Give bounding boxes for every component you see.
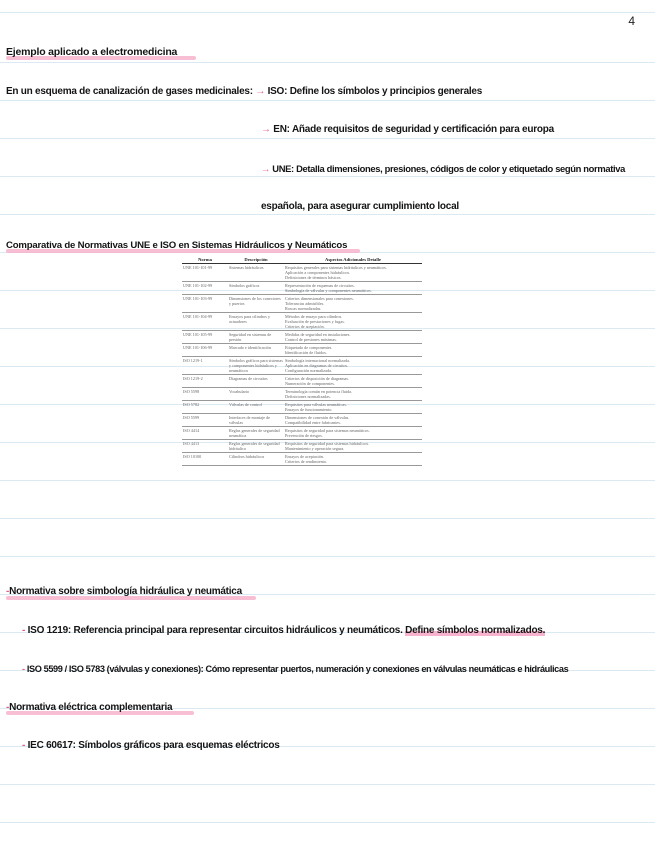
cell-norma: ISO 4414 <box>182 427 228 440</box>
arrow-icon: → <box>255 86 266 97</box>
cell-aspectos <box>284 427 422 440</box>
aspect-line: Simbología internacional normalizada. <box>285 358 351 363</box>
iso5599-text: Cómo representar puertos, numeración y conexiones en válvulas neumáticas e hidráulicas <box>205 664 569 674</box>
table-row <box>182 388 422 401</box>
section4-title: -Normativa eléctrica complementaria <box>6 702 173 713</box>
intro-label: En un esquema de canalización de gases medicinales: <box>6 86 253 97</box>
aspect-line: Definiciones normalizadas. <box>285 394 331 399</box>
item-en-tag: EN: <box>273 124 290 135</box>
sec3-item-iso1219: - ISO 1219: Referencia principal para representar circuitos hidráulicos y neumáticos. Define símbolos normalizados. <box>22 625 546 636</box>
cell-aspectos <box>284 414 422 427</box>
iso1219-text: Referencia principal para representar circuitos hidráulicos y neumáticos. <box>73 625 403 636</box>
cell-aspectos <box>284 282 422 295</box>
col-norma: Norma <box>182 256 228 264</box>
item-en <box>261 124 554 135</box>
aspect-line: Dimensiones de conexión de válvulas. <box>285 415 350 420</box>
aspect-line: Criterios dimensionales para conexiones. <box>285 296 354 301</box>
cell-aspectos <box>284 344 422 357</box>
aspect-line: Requisitos para válvulas neumáticas. <box>285 402 347 407</box>
section3-title-text: Normativa sobre simbología hidráulica y neumática <box>9 586 242 597</box>
cell-descripcion: Sistemas hidráulicos <box>228 264 284 282</box>
cell-aspectos <box>284 331 422 344</box>
cell-descripcion: Reglas generales de seguridad neumática <box>228 427 284 440</box>
iec60617-text: Símbolos gráficos para esquemas eléctricos <box>78 740 280 751</box>
cell-descripcion: Seguridad en sistemas de presión <box>228 331 284 344</box>
aspect-line: Métodos de ensayo para cilindros. <box>285 314 343 319</box>
table-row <box>182 295 422 313</box>
cell-norma: UNE 101-102-99 <box>182 282 228 295</box>
aspect-line: Tolerancias admisibles. <box>285 301 325 306</box>
table-row <box>182 344 422 357</box>
item-une-text: Detalla dimensiones, presiones, códigos de color y etiquetado según normativa <box>296 163 625 174</box>
cell-aspectos <box>284 295 422 313</box>
aspect-line: Definiciones de términos básicos. <box>285 275 342 280</box>
intro-text <box>6 86 482 97</box>
aspect-line: Requisitos de seguridad para sistemas neumáticos. <box>285 428 370 433</box>
iso1219-highlight: Define símbolos normalizados. <box>405 625 546 636</box>
cell-descripcion: Cilindros hidráulicos <box>228 453 284 466</box>
cell-norma: ISO 5599 <box>182 414 228 427</box>
aspect-line: Configuración normalizada. <box>285 368 332 373</box>
aspect-line: Mantenimiento y operación segura. <box>285 446 345 451</box>
col-descripcion: Descripción <box>228 256 284 264</box>
aspect-line: Control de presiones máximas. <box>285 337 337 342</box>
iso5599-lead: ISO 5599 / ISO 5783 (válvulas y conexiones): <box>26 664 204 674</box>
cell-aspectos <box>284 388 422 401</box>
cell-norma: UNE 101-104-99 <box>182 313 228 331</box>
table-row <box>182 331 422 344</box>
item-iso-text: Define los símbolos y principios generales <box>289 86 483 97</box>
item-une-continuation: española, para asegurar cumplimiento local <box>261 201 459 212</box>
section3-title: -Normativa sobre simbología hidráulica y neumática <box>6 586 242 597</box>
sec4-item-iec60617: - IEC 60617: Símbolos gráficos para esquemas eléctricos <box>22 740 280 751</box>
aspect-line: Compatibilidad entre fabricantes. <box>285 420 341 425</box>
cell-descripcion: Dimensiones de los conectores y puertos <box>228 295 284 313</box>
aspect-line: Ensayos de aceptación. <box>285 454 324 459</box>
aspect-line: Criterios de disposición de diagramas. <box>285 376 350 381</box>
aspect-line: Criterios de aceptación. <box>285 324 325 329</box>
heading-comparativa: Comparativa de Normativas UNE e ISO en Sistemas Hidráulicos y Neumáticos <box>6 240 348 251</box>
cell-aspectos <box>284 313 422 331</box>
table-row <box>182 313 422 331</box>
comparison-table <box>182 256 422 466</box>
section4-title-text: Normativa eléctrica complementaria <box>9 702 173 713</box>
cell-norma: ISO 10100 <box>182 453 228 466</box>
aspect-line: Simbología de válvulas y componentes neumáticos. <box>285 288 372 293</box>
table-row <box>182 427 422 440</box>
cell-descripcion: Marcado e identificación <box>228 344 284 357</box>
aspect-line: Etiquetado de componentes. <box>285 345 333 350</box>
table-row <box>182 453 422 466</box>
aspect-line: Ensayos de funcionamiento. <box>285 407 333 412</box>
cell-aspectos <box>284 375 422 388</box>
aspect-line: Identificación de fluidos. <box>285 350 327 355</box>
item-iso-tag: ISO: <box>267 86 288 97</box>
cell-norma: UNE 101-105-99 <box>182 331 228 344</box>
arrow-icon: → <box>261 124 271 135</box>
aspect-line: Aplicación a componentes hidráulicos. <box>285 270 351 275</box>
aspect-line: Aplicación en diagramas de circuitos. <box>285 363 349 368</box>
aspect-line: Medidas de seguridad en instalaciones. <box>285 332 351 337</box>
cell-aspectos <box>284 264 422 282</box>
cell-norma: ISO 5598 <box>182 388 228 401</box>
sec3-item-iso5599: - ISO 5599 / ISO 5783 (válvulas y conexiones): Cómo representar puertos, numeración y conexiones en válvulas neumáticas e hidráulicas <box>22 664 569 674</box>
page-number: 4 <box>628 14 635 28</box>
iso1219-lead: ISO 1219: <box>27 625 71 636</box>
cell-descripcion: Vocabulario <box>228 388 284 401</box>
aspect-line: Roscas normalizadas. <box>285 306 322 311</box>
cell-aspectos <box>284 401 422 414</box>
heading-electromedicina: Ejemplo aplicado a electromedicina <box>6 46 178 58</box>
cell-descripcion: Símbolos gráficos para sistemas y componentes hidráulicos y neumáticos <box>229 358 283 373</box>
table-row <box>182 282 422 295</box>
cell-norma: ISO 1219-1 <box>182 357 228 375</box>
cell-norma: UNE 101-101-99 <box>182 264 228 282</box>
table-row <box>182 264 422 282</box>
cell-descripcion: Válvulas de control <box>228 401 284 414</box>
table-row <box>182 401 422 414</box>
cell-descripcion: Símbolos gráficos <box>228 282 284 295</box>
aspect-line: Evaluación de prestaciones y fugas. <box>285 319 345 324</box>
cell-descripcion: Diagramas de circuitos <box>228 375 284 388</box>
table-row <box>182 375 422 388</box>
aspect-line: Criterios de rendimiento. <box>285 459 327 464</box>
cell-descripcion: Ensayos para cilindros y actuadores <box>228 313 284 331</box>
cell-norma: ISO 4413 <box>182 440 228 453</box>
aspect-line: Terminología común en potencia fluida. <box>285 389 353 394</box>
aspect-line: Representación de esquemas de circuitos. <box>285 283 355 288</box>
aspect-line: Numeración de componentes. <box>285 381 335 386</box>
cell-aspectos <box>284 440 422 453</box>
cell-descripcion: Interfaces de montaje de válvulas <box>228 414 284 427</box>
table-row <box>182 357 422 375</box>
cell-norma: ISO 5782 <box>182 401 228 414</box>
table-row <box>182 440 422 453</box>
cell-norma: ISO 1219-2 <box>182 375 228 388</box>
aspect-line: Requisitos de seguridad para sistemas hidráulicos. <box>285 441 370 446</box>
iec60617-lead: IEC 60617: <box>27 740 76 751</box>
cell-aspectos <box>284 357 422 375</box>
aspect-line: Requisitos generales para sistemas hidráulicos y neumáticos. <box>285 265 387 270</box>
table-row <box>182 414 422 427</box>
cell-norma: UNE 101-103-99 <box>182 295 228 313</box>
cell-descripcion: Reglas generales de seguridad hidráulica <box>228 440 284 453</box>
col-aspectos: Aspectos Adicionales Detalle <box>284 256 422 264</box>
arrow-icon: → <box>261 163 271 174</box>
cell-aspectos <box>284 453 422 466</box>
cell-norma: UNE 101-106-99 <box>182 344 228 357</box>
item-une-tag: UNE: <box>272 163 294 174</box>
item-une <box>261 163 625 174</box>
aspect-line: Prevención de riesgos. <box>285 433 323 438</box>
item-en-text: Añade requisitos de seguridad y certificación para europa <box>291 124 554 135</box>
